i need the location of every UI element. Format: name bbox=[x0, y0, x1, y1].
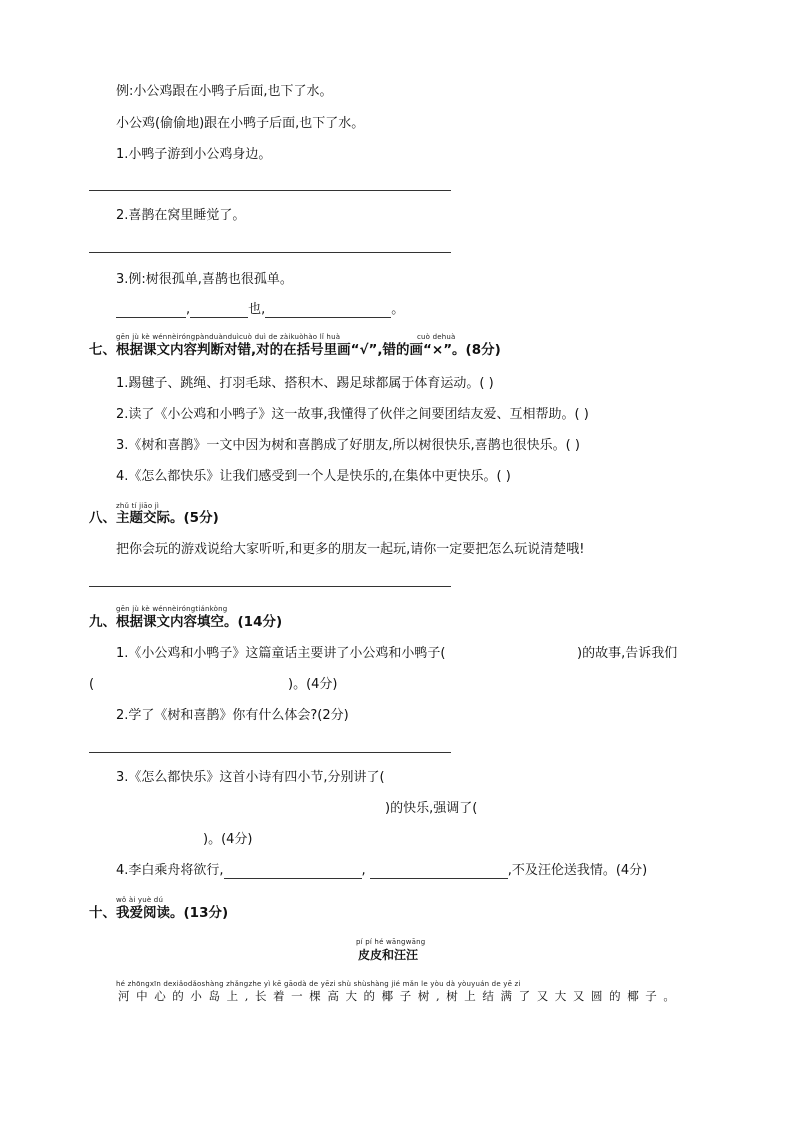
example-answer: 小公鸡(偷偷地)跟在小鸭子后面,也下了水。 bbox=[116, 116, 365, 131]
question-9-3-b: )的快乐,强调了( bbox=[385, 801, 478, 816]
answer-line-9-2[interactable] bbox=[89, 752, 451, 753]
blank-9-4-b[interactable] bbox=[370, 866, 508, 879]
question-9-4-b: ,不及汪伦送我情。(4分) bbox=[507, 863, 648, 878]
section-9-number: 九、 bbox=[89, 614, 116, 630]
section-8-prompt: 把你会玩的游戏说给大家听听,和更多的朋友一起玩,请你一定要把怎么玩说清楚哦! bbox=[116, 542, 585, 557]
judge-item-4: 4.《怎么都快乐》让我们感受到一个人是快乐的,在集体中更快乐。( ) bbox=[116, 469, 511, 484]
example-sentence: 例:小公鸡跟在小鸭子后面,也下了水。 bbox=[116, 84, 333, 99]
question-6-3: 3.例:树很孤单,喜鹊也很孤单。 bbox=[116, 272, 293, 287]
section-7-number: 七、 bbox=[89, 342, 116, 358]
section-9-title: 根据课文内容填空。(14分) bbox=[116, 614, 283, 630]
question-9-1-c-close: )。(4分) bbox=[288, 677, 338, 692]
judge-item-3: 3.《树和喜鹊》一文中因为树和喜鹊成了好朋友,所以树很快乐,喜鹊也很快乐。( ) bbox=[116, 438, 580, 453]
question-6-1: 1.小鸭子游到小公鸡身边。 bbox=[116, 147, 272, 162]
pinyin-7-a: gēn jù kè wénnèiróngpànduànduìcuò duì de zàikuòhào lǐ huà bbox=[116, 333, 341, 341]
text-6-3-mid: 也, bbox=[248, 302, 266, 317]
question-9-1-b: )的故事,告诉我们 bbox=[577, 646, 678, 661]
question-9-1-a: 1.《小公鸡和小鸭子》这篇童话主要讲了小公鸡和小鸭子( bbox=[116, 646, 446, 661]
pinyin-8: zhǔ tí jiāo jì bbox=[116, 502, 160, 510]
question-9-2: 2.学了《树和喜鹊》你有什么体会?(2分) bbox=[116, 708, 349, 723]
question-9-3-c: )。(4分) bbox=[203, 832, 253, 847]
fill-row-6-3 bbox=[116, 302, 404, 318]
section-10-number: 十、 bbox=[89, 905, 116, 921]
story-title-pinyin: pí pí hé wāngwāng bbox=[356, 938, 426, 946]
answer-line-6-1[interactable] bbox=[89, 190, 451, 191]
judge-item-1: 1.踢毽子、跳绳、打羽毛球、搭积木、踢足球都属于体育运动。( ) bbox=[116, 376, 494, 391]
answer-line-8[interactable] bbox=[89, 586, 451, 587]
judge-item-2: 2.读了《小公鸡和小鸭子》这一故事,我懂得了伙伴之间要团结友爱、互相帮助。( ) bbox=[116, 407, 589, 422]
pinyin-10: wǒ ài yuè dú bbox=[116, 896, 164, 904]
question-9-4-sep: , bbox=[361, 863, 366, 878]
question-9-3-a: 3.《怎么都快乐》这首小诗有四小节,分别讲了( bbox=[116, 770, 385, 785]
story-pinyin: hé zhōngxīn dexiǎodǎoshàng zhǎngzhe yì kē gāodà de yēzi shù shùshàng jié mǎn le yòu dà yòuyuán de yē zi bbox=[116, 980, 521, 988]
question-6-2: 2.喜鹊在窝里睡觉了。 bbox=[116, 208, 246, 223]
question-9-4 bbox=[116, 863, 647, 879]
blank-6-3-c[interactable] bbox=[265, 305, 391, 318]
text-6-3-end: 。 bbox=[391, 302, 405, 317]
section-7-title: 根据课文内容判断对错,对的在括号里画“√”,错的画“×”。(8分) bbox=[116, 342, 501, 358]
answer-line-6-2[interactable] bbox=[89, 252, 451, 253]
question-9-4-a: 4.李白乘舟将欲行, bbox=[116, 863, 224, 878]
pinyin-7-b: cuò dehuà bbox=[417, 333, 456, 341]
section-10-title: 我爱阅读。(13分) bbox=[116, 905, 229, 921]
blank-6-3-a[interactable] bbox=[116, 305, 186, 318]
story-text: 河中心的小岛上,长着一棵高大的椰子树,树上结满了又大又圆的椰子。 bbox=[118, 989, 682, 1003]
comma-6-3: , bbox=[186, 302, 191, 317]
blank-9-4-a[interactable] bbox=[224, 866, 362, 879]
story-title: 皮皮和汪汪 bbox=[358, 948, 419, 962]
blank-6-3-b[interactable] bbox=[190, 305, 248, 318]
question-9-1-c-open: ( bbox=[89, 677, 95, 692]
section-8-title: 主题交际。(5分) bbox=[116, 510, 219, 526]
pinyin-9: gēn jù kè wénnèiróngtiánkòng bbox=[116, 605, 228, 613]
section-8-number: 八、 bbox=[89, 510, 116, 526]
